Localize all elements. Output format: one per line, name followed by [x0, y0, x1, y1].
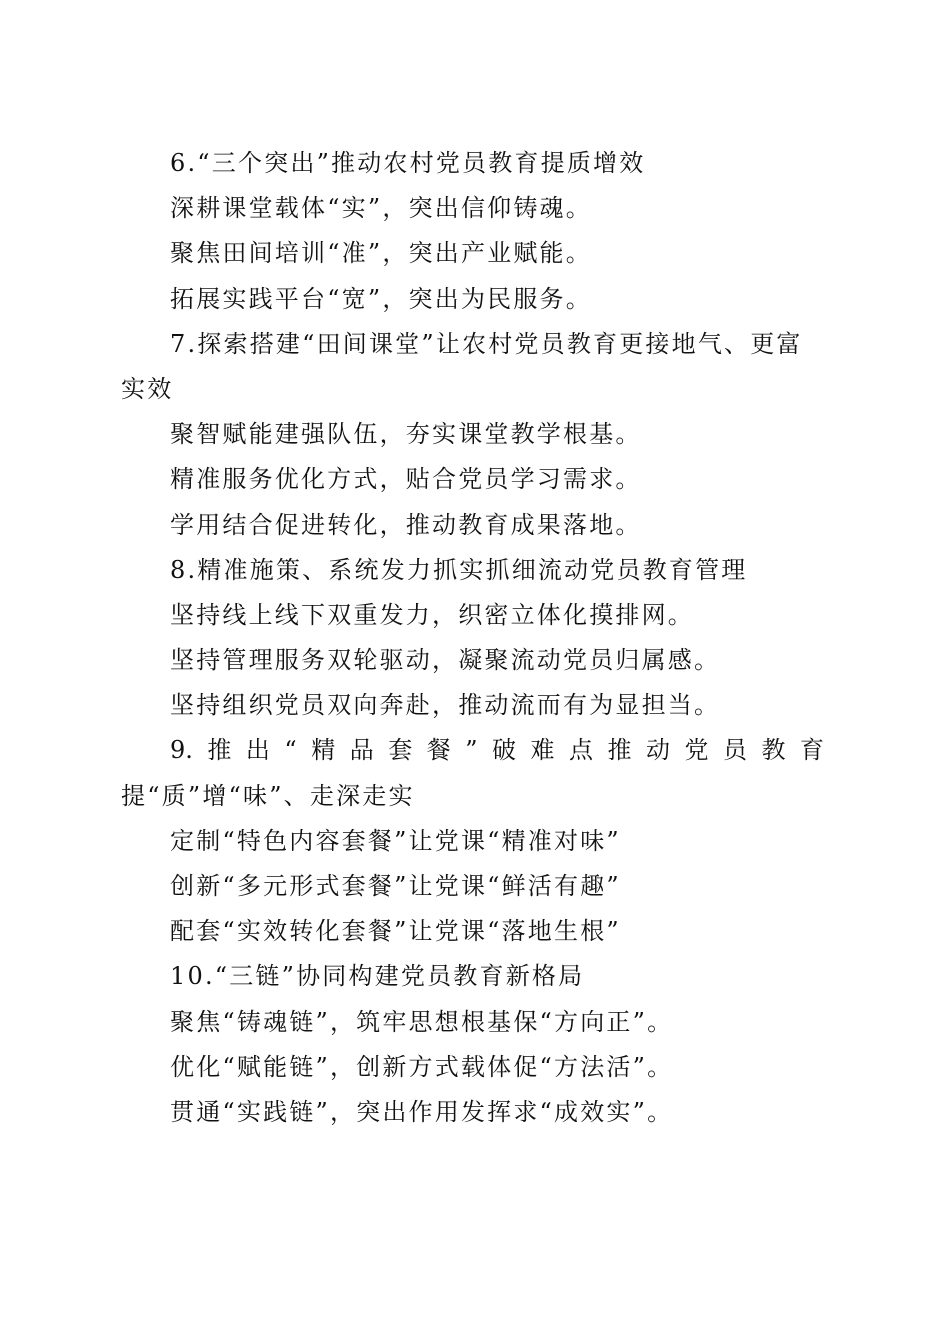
section-item: 配套“实效转化套餐”让党课“落地生根”	[170, 917, 621, 946]
section-heading-line1: 7.探索搭建“田间课堂”让农村党员教育更接地气、更富	[170, 329, 803, 358]
section-item: 拓展实践平台“宽”，突出为民服务。	[170, 284, 592, 313]
heading-char: 育	[799, 736, 824, 765]
section-item: 坚持管理服务双轮驱动，凝聚流动党员归属感。	[170, 646, 721, 675]
section-item: 创新“多元形式套餐”让党课“鲜活有趣”	[170, 872, 621, 900]
heading-char: 餐	[426, 736, 451, 765]
heading-char: ”	[465, 736, 478, 765]
section-item: 贯通“实践链”，突出作用发挥求“成效实”。	[170, 1097, 674, 1126]
heading-char: “	[284, 736, 297, 765]
heading-char: 破	[491, 736, 516, 765]
section-item: 定制“特色内容套餐”让党课“精准对味”	[170, 826, 621, 855]
section-heading-line2: 实效	[121, 374, 174, 403]
heading-char: 难	[530, 736, 555, 765]
section-item: 深耕课堂载体“实”，突出信仰铸魂。	[170, 194, 592, 223]
heading-char: 党	[684, 736, 709, 765]
heading-char: 动	[645, 736, 670, 765]
section-heading: 8.精准施策、系统发力抓实抓细流动党员教育管理	[170, 555, 748, 584]
document-body	[121, 141, 824, 1135]
section-heading: 10.“三链”协同构建党员教育新格局	[170, 962, 585, 991]
section-item: 优化“赋能链”，创新方式载体促“方法活”。	[170, 1052, 674, 1081]
section-item: 聚智赋能建强队伍，夯实课堂教学根基。	[170, 420, 642, 449]
section-heading-line1	[121, 728, 824, 773]
heading-char: 教	[761, 736, 786, 765]
section-item: 聚焦田间培训“准”，突出产业赋能。	[170, 239, 592, 268]
heading-char: 9.	[170, 736, 193, 765]
heading-char: 推	[207, 736, 232, 765]
section-heading	[121, 322, 824, 412]
section-heading: 6.“三个突出”推动农村党员教育提质增效	[170, 149, 646, 177]
heading-char: 出	[245, 736, 270, 765]
section-item: 坚持组织党员双向奔赴，推动流而有为显担当。	[170, 691, 721, 720]
heading-char: 品	[349, 736, 374, 765]
section-item: 坚持线上线下双重发力，织密立体化摸排网。	[170, 600, 694, 629]
section-item: 学用结合促进转化，推动教育成果落地。	[170, 510, 642, 539]
heading-char: 精	[311, 736, 336, 765]
heading-char: 推	[607, 736, 632, 765]
section-item: 聚焦“铸魂链”，筑牢思想根基保“方向正”。	[170, 1007, 674, 1036]
section-item: 精准服务优化方式，贴合党员学习需求。	[170, 465, 642, 494]
heading-char: 员	[722, 736, 747, 765]
heading-char: 点	[568, 736, 593, 765]
heading-char: 套	[388, 736, 413, 765]
section-heading-line2: 提“质”增“味”、走深走实	[121, 781, 415, 810]
